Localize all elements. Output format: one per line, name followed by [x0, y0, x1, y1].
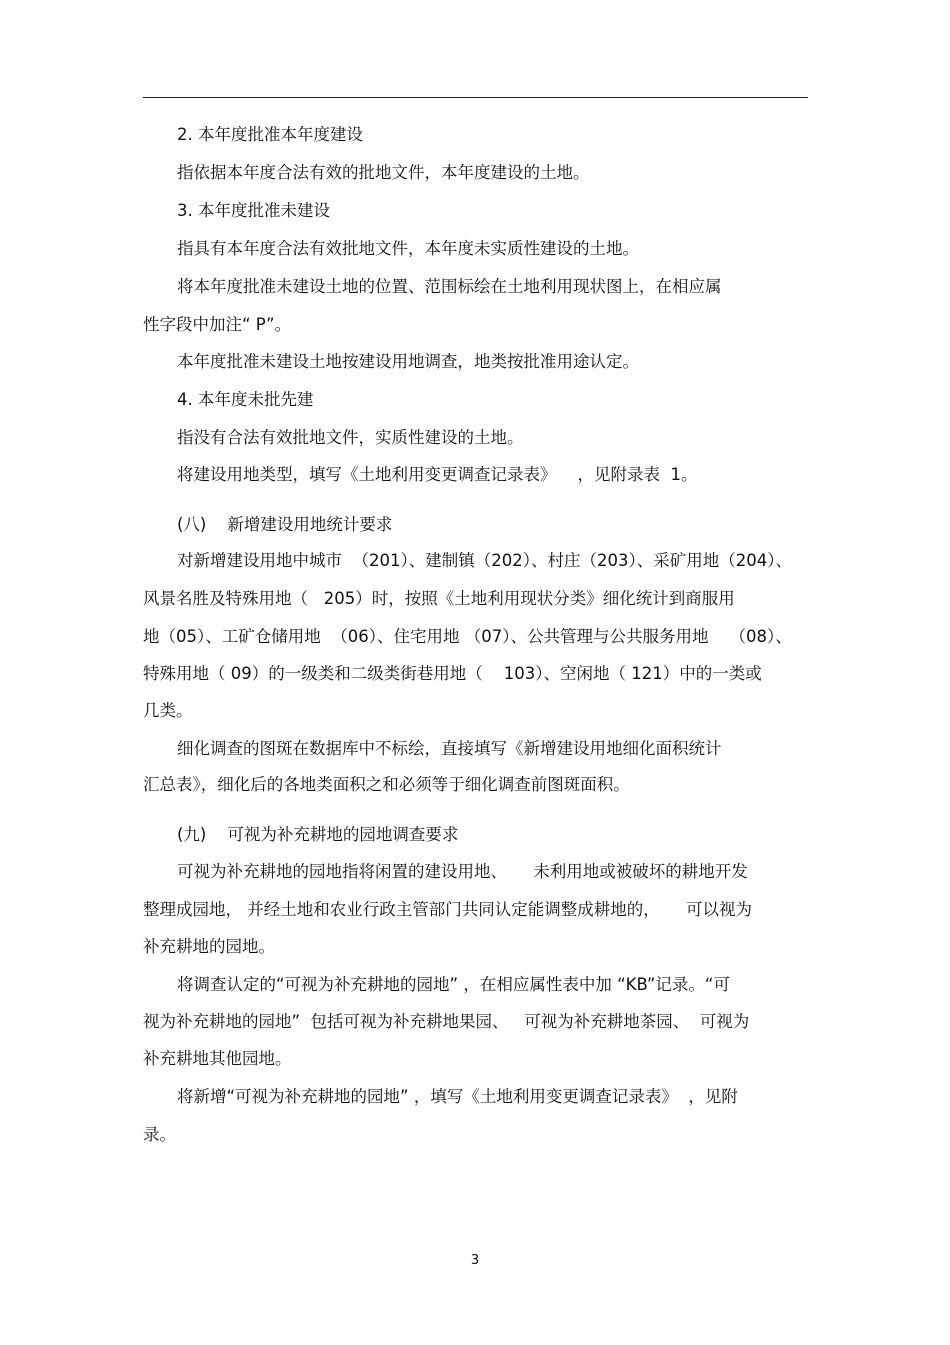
- paragraph-line: 风景名胜及特殊用地（ 205）时，按照《土地利用现状分类》细化统计到商服用: [143, 589, 735, 608]
- paragraph-line: 录。: [143, 1125, 176, 1144]
- paragraph-line: 指具有本年度合法有效批地文件，本年度未实质性建设的土地。: [177, 239, 639, 258]
- paragraph-line: 指没有合法有效批地文件，实质性建设的土地。: [177, 428, 524, 447]
- paragraph-line: 视为补充耕地的园地” 包括可视为补充耕地果园、 可视为补充耕地茶园、 可视为: [143, 1012, 750, 1031]
- paragraph-line: 汇总表》，细化后的各地类面积之和必须等于细化调查前图斑面积。: [143, 775, 630, 794]
- paragraph-line: 地（05）、工矿仓储用地 （06）、住宅用地 （07）、公共管理与公共服务用地 （08）、: [143, 627, 792, 646]
- header-rule: [143, 97, 808, 98]
- paragraph-line: 将新增“可视为补充耕地的园地” ，填写《土地利用变更调查记录表》 ，见附: [177, 1087, 738, 1106]
- paragraph-line: 几类。: [143, 701, 193, 720]
- paragraph-line: 对新增建设用地中城市 （201）、建制镇（202）、村庄（203）、采矿用地（204）、: [177, 551, 792, 570]
- page-number: 3: [470, 1253, 480, 1268]
- heading-2: 2. 本年度批准本年度建设: [177, 125, 363, 144]
- paragraph-line: 指依据本年度合法有效的批地文件，本年度建设的土地。: [177, 163, 590, 182]
- paragraph-line: 整理成园地， 并经土地和农业行政主管部门共同认定能调整成耕地的， 可以视为: [143, 900, 752, 919]
- paragraph-line: 细化调查的图斑在数据库中不标绘，直接填写《新增建设用地细化面积统计: [177, 739, 722, 758]
- paragraph-line: 可视为补充耕地的园地指将闲置的建设用地、 未利用地或被破坏的耕地开发: [177, 862, 748, 881]
- paragraph-line: 补充耕地的园地。: [143, 937, 275, 956]
- paragraph-line: 将建设用地类型，填写《土地利用变更调查记录表》 ，见附录表 1。: [177, 465, 698, 484]
- heading-3: 3. 本年度批准未建设: [177, 201, 330, 220]
- paragraph-line: 特殊用地（ 09）的一级类和二级类街巷用地（ 103）、空闲地（ 121）中的一类或: [143, 664, 762, 683]
- heading-4: 4. 本年度未批先建: [177, 390, 314, 409]
- section-heading-9: (九) 可视为补充耕地的园地调查要求: [177, 825, 459, 844]
- paragraph-line: 将本年度批准未建设土地的位置、范围标绘在土地利用现状图上，在相应属: [177, 277, 722, 296]
- section-heading-8: (八) 新增建设用地统计要求: [177, 515, 393, 534]
- paragraph-line: 性字段中加注“ P”。: [143, 315, 292, 334]
- paragraph-line: 本年度批准未建设土地按建设用地调查，地类按批准用途认定。: [177, 352, 639, 371]
- paragraph-line: 将调查认定的“可视为补充耕地的园地” ，在相应属性表中加 “KB”记录。“可: [177, 975, 730, 994]
- paragraph-line: 补充耕地其他园地。: [143, 1049, 292, 1068]
